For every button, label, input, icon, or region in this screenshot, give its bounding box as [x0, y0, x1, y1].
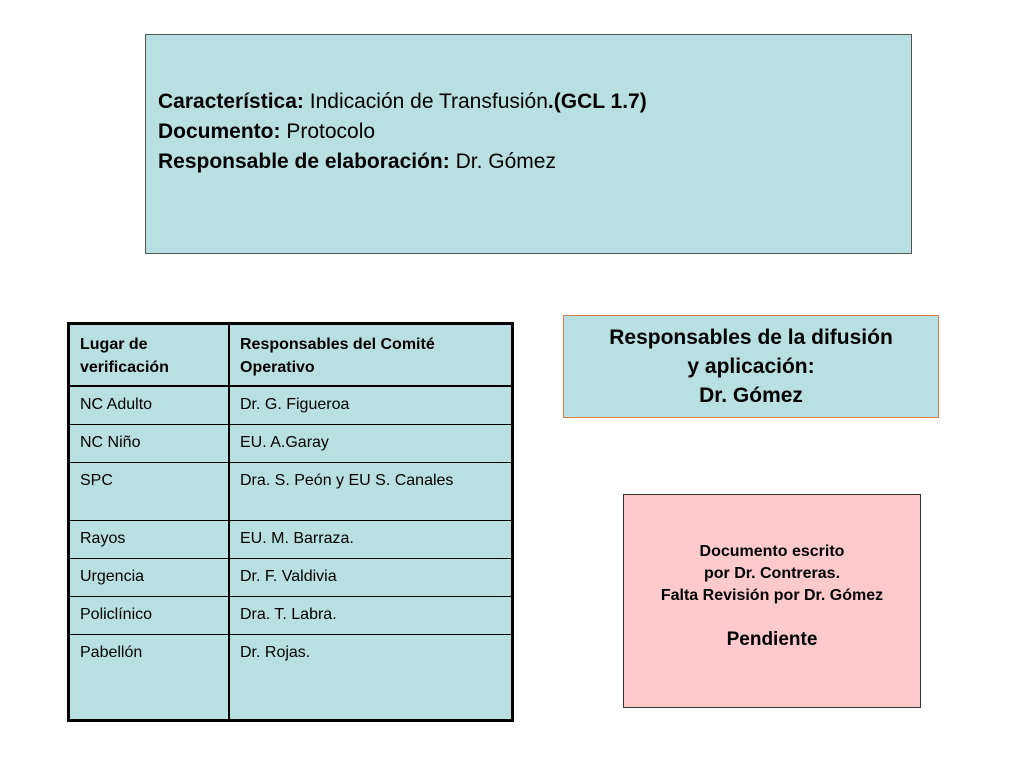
responsable-cell: EU. M. Barraza.	[229, 520, 513, 558]
status-line-2: por Dr. Contreras.	[703, 565, 841, 582]
documento-line	[158, 117, 911, 147]
responsable-cell: Dr. Rojas.	[229, 634, 513, 720]
table-row	[69, 462, 513, 520]
status-line-3: Falta Revisión por Dr. Gómez	[660, 587, 884, 604]
lugar-cell: SPC	[69, 462, 230, 520]
difusion-line-1: Responsables de la difusión	[609, 326, 893, 349]
difusion-responsables-box	[563, 315, 939, 418]
difusion-line-2: y aplicación:	[687, 355, 815, 378]
table-row	[69, 424, 513, 462]
caracteristica-label: Característica:	[158, 90, 304, 113]
responsable-cell: Dra. T. Labra.	[229, 596, 513, 634]
documento-label: Documento:	[158, 120, 281, 143]
lugar-cell: NC Niño	[69, 424, 230, 462]
caracteristica-value: Indicación de Transfusión	[303, 90, 548, 113]
responsable-cell: Dr. F. Valdivia	[229, 558, 513, 596]
responsable-cell: EU. A.Garay	[229, 424, 513, 462]
table-row	[69, 520, 513, 558]
table-row	[69, 558, 513, 596]
column-header-lugar: Lugar de verificación	[69, 324, 230, 387]
lugar-cell: Policlínico	[69, 596, 230, 634]
document-status-box	[623, 494, 921, 708]
responsable-line	[158, 147, 911, 177]
verification-table	[67, 322, 514, 722]
responsable-cell: Dra. S. Peón y EU S. Canales	[229, 462, 513, 520]
responsable-cell: Dr. G. Figueroa	[229, 386, 513, 424]
characteristic-header-box	[145, 34, 912, 254]
lugar-cell: Pabellón	[69, 634, 230, 720]
responsable-label: Responsable de elaboración:	[158, 150, 450, 173]
caracteristica-line	[158, 87, 911, 117]
caracteristica-code: .(GCL 1.7)	[547, 90, 647, 113]
responsable-value: Dr. Gómez	[449, 150, 556, 173]
lugar-cell: NC Adulto	[69, 386, 230, 424]
table-header-row	[69, 324, 513, 387]
table-row	[69, 596, 513, 634]
lugar-cell: Rayos	[69, 520, 230, 558]
table-row	[69, 386, 513, 424]
difusion-line-3: Dr. Gómez	[699, 384, 803, 407]
column-header-responsables: Responsables del Comité Operativo	[229, 324, 513, 387]
lugar-cell: Urgencia	[69, 558, 230, 596]
table-row	[69, 634, 513, 720]
documento-value: Protocolo	[280, 120, 376, 143]
pending-status-label: Pendiente	[726, 629, 818, 650]
status-line-1: Documento escrito	[699, 543, 845, 560]
